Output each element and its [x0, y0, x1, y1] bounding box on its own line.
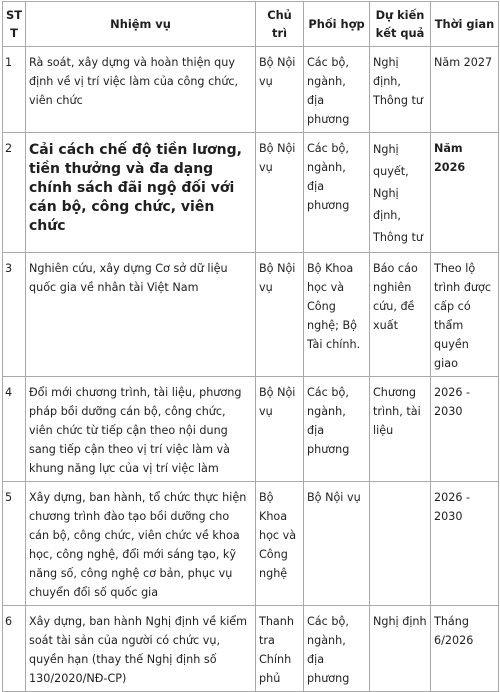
- row-time: Năm 2026: [431, 133, 499, 253]
- row-lead: Bộ Nội vụ: [256, 133, 304, 253]
- header-stt: STT: [3, 2, 26, 47]
- header-result: Dự kiến kết quả: [370, 2, 431, 47]
- row-stt: 6: [3, 606, 26, 692]
- row-time: 2026 - 2030: [431, 377, 499, 482]
- row-result: Nghị định: [370, 606, 431, 692]
- row-lead: Thanh tra Chính phủ: [256, 606, 304, 692]
- row-stt: 5: [3, 482, 26, 606]
- row-result: Nghị định, Thông tư: [370, 47, 431, 133]
- row-coop: Các bộ, ngành, địa phương: [304, 47, 370, 133]
- row-coop: Bộ Khoa học và Công nghệ; Bộ Tài chính.: [304, 253, 370, 377]
- row-time: Theo lộ trình được cấp có thẩm quyền giao: [431, 253, 499, 377]
- row-task: Xây dựng, ban hành Nghị định về kiểm soát tài sản của người có chức vụ, quyền hạn (thay thế Nghị định số 130/2020/NĐ-CP): [26, 606, 256, 692]
- header-coop: Phối hợp: [304, 2, 370, 47]
- row-stt: 1: [3, 47, 26, 133]
- row-result: Báo cáo nghiên cứu, đề xuất: [370, 253, 431, 377]
- row-coop: Các bộ, ngành, địa phương: [304, 377, 370, 482]
- row-task: Xây dựng, ban hành, tổ chức thực hiện chương trình đào tạo bồi dưỡng cho cán bộ, công chức, viên chức về khoa học, công nghệ, đổi mới sáng tạo, kỹ năng số, công nghệ cơ bản, phục vụ chuyển đổi số quốc gia: [26, 482, 256, 606]
- header-task: Nhiệm vụ: [26, 2, 256, 47]
- row-task: [26, 133, 256, 253]
- row-lead: Bộ Nội vụ: [256, 253, 304, 377]
- row-task: Nghiên cứu, xây dựng Cơ sở dữ liệu quốc gia về nhân tài Việt Nam: [26, 253, 256, 377]
- table-row: [3, 606, 499, 692]
- row-coop: Các bộ, ngành, địa phương: [304, 133, 370, 253]
- row-coop: Bộ Nội vụ: [304, 482, 370, 606]
- table-row: [3, 377, 499, 482]
- row-time: 2026 - 2030: [431, 482, 499, 606]
- table-row: [3, 133, 499, 253]
- row-stt: 2: [3, 133, 26, 253]
- tasks-table: [2, 1, 499, 692]
- header-time: Thời gian: [431, 2, 499, 47]
- row-time: Năm 2027: [431, 47, 499, 133]
- row-time: Tháng 6/2026: [431, 606, 499, 692]
- header-lead: Chủ trì: [256, 2, 304, 47]
- row-lead: Bộ Nội vụ: [256, 47, 304, 133]
- row-result: Nghị quyết, Nghị định, Thông tư: [370, 133, 431, 253]
- table-header-row: [3, 2, 499, 47]
- row-coop: Các bộ, ngành, địa phương: [304, 606, 370, 692]
- row-task: Đổi mới chương trình, tài liệu, phương pháp bồi dưỡng cán bộ, công chức, viên chức từ tiếp cận theo nội dung sang tiếp cận theo vị trí việc làm và khung năng lực của vị trí việc làm: [26, 377, 256, 482]
- row-task: Rà soát, xây dựng và hoàn thiện quy định về vị trí việc làm của công chức, viên chức: [26, 47, 256, 133]
- table-row: [3, 482, 499, 606]
- row-stt: 4: [3, 377, 26, 482]
- row-lead: Bộ Nội vụ: [256, 377, 304, 482]
- row-result: [370, 482, 431, 606]
- row-result: Chương trình, tài liệu: [370, 377, 431, 482]
- row-task-text: Cải cách chế độ tiền lương, tiền thưởng và đa dạng chính sách đãi ngộ đối với cán bộ, công chức, viên chức: [29, 142, 242, 234]
- row-lead: Bộ Khoa học và Công nghệ: [256, 482, 304, 606]
- row-stt: 3: [3, 253, 26, 377]
- table-row: [3, 47, 499, 133]
- table-row: [3, 253, 499, 377]
